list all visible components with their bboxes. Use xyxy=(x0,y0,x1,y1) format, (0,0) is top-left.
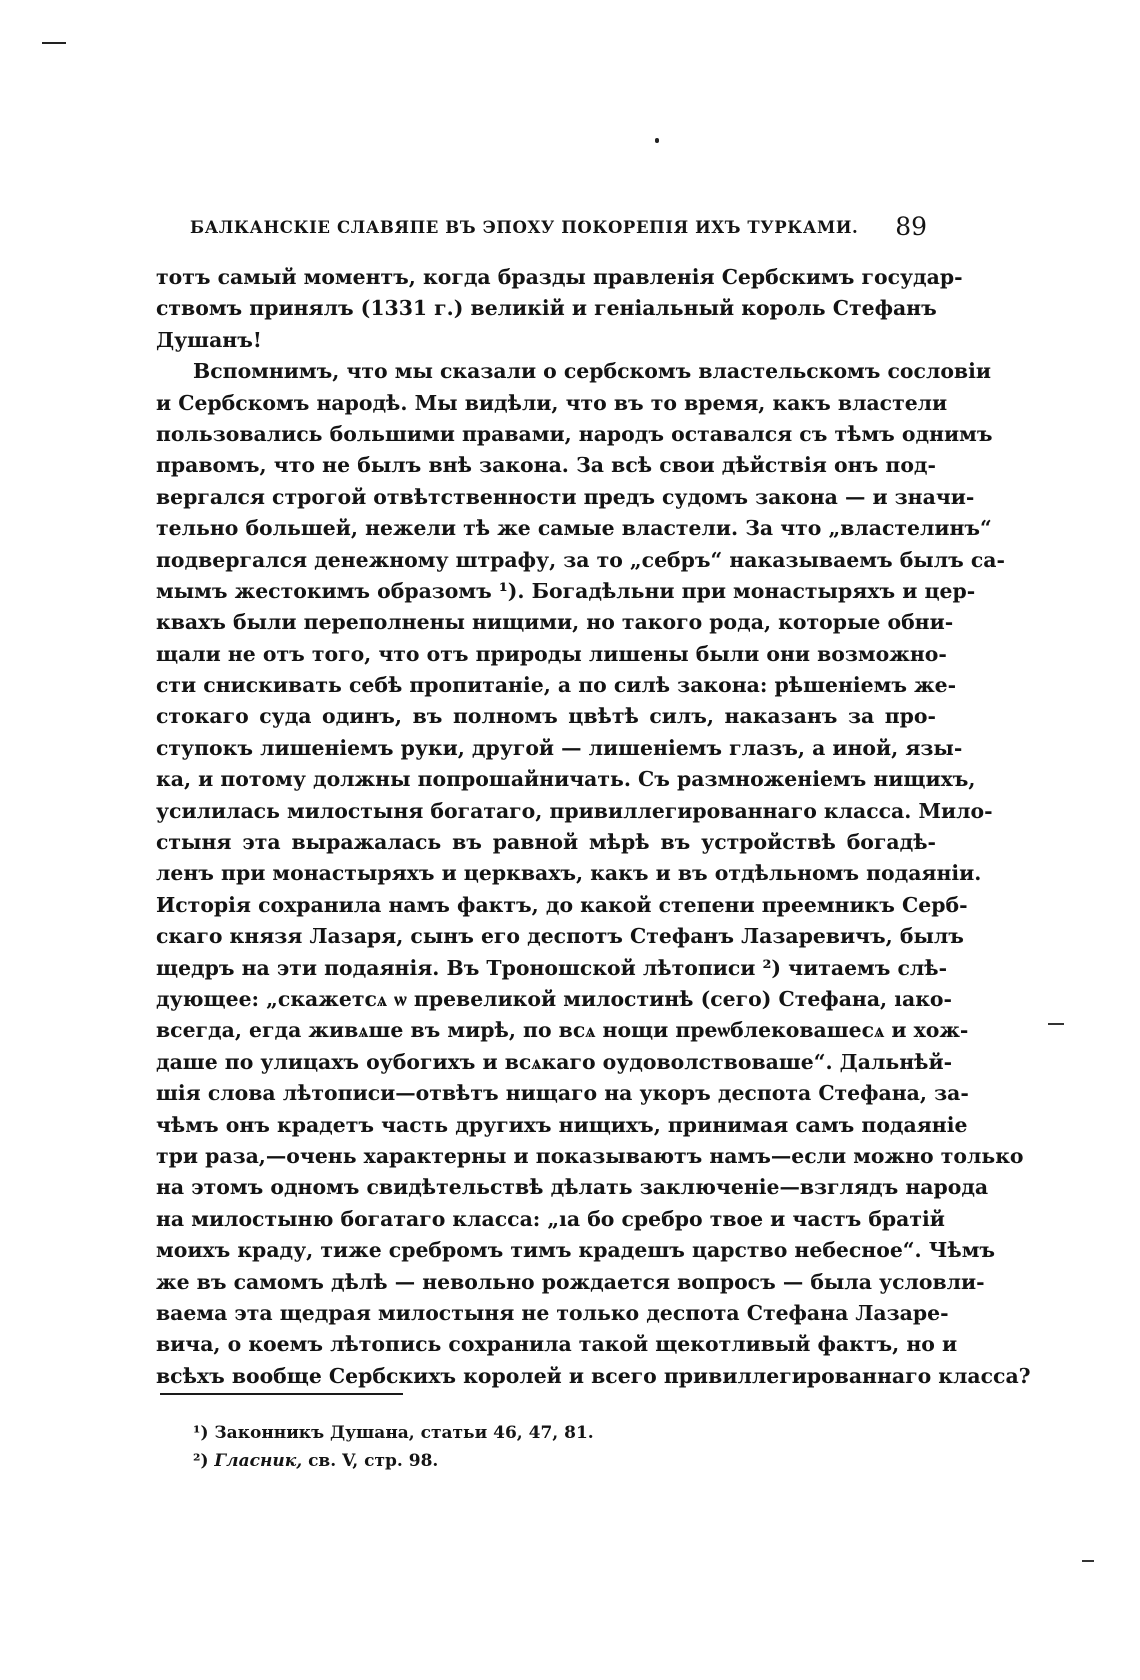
footnotes xyxy=(193,1419,793,1475)
footnote-rule xyxy=(160,1393,403,1395)
text-line: квахъ были переполнены нищими, но такого рода, которые обни- xyxy=(156,610,954,635)
scan-mark xyxy=(42,42,66,44)
text-line: всегда, егда живѧше въ мирѣ, по всѧ нощи преѡблековашесѧ и хож- xyxy=(156,1018,969,1043)
scan-mark xyxy=(1048,1023,1064,1025)
text-line: подвергался денежному штрафу, за то „себръ“ наказываемъ былъ са- xyxy=(156,547,1005,572)
text-line: чѣмъ онъ крадетъ часть другихъ нищихъ, принимая самъ подаяніе xyxy=(156,1112,968,1137)
running-head xyxy=(190,212,930,244)
text-line: ствомъ принялъ (1331 г.) великій и геніальный король Стефанъ xyxy=(156,296,937,321)
text-line: тотъ самый моментъ, когда бразды правленія Сербскимъ государ- xyxy=(156,265,963,289)
text-line: на милостыню богатаго класса: „ıа бо сребро твое и частъ братій xyxy=(156,1206,945,1231)
text-line: мымъ жестокимъ образомъ ¹). Богадѣльни при монастыряхъ и цер- xyxy=(156,578,976,603)
text-line: усилилась милостыня богатаго, привиллегированнаго класса. Мило- xyxy=(156,798,993,823)
text-line: тельно большей, нежели тѣ же самые властели. За что „властелинъ“ xyxy=(156,516,992,541)
scan-mark xyxy=(1082,1560,1094,1562)
text-line: правомъ, что не былъ внѣ закона. За всѣ свои дѣйствія онъ под- xyxy=(156,453,936,478)
text-line: ваема эта щедрая милостыня не только деспота Стефана Лазаре- xyxy=(156,1300,949,1325)
body-text xyxy=(156,262,1031,1392)
text-line: вергался строгой отвѣтственности предъ судомъ закона — и значи- xyxy=(156,484,975,509)
footnote-text: св. V, стр. 98. xyxy=(302,1451,439,1471)
text-line: же въ самомъ дѣлѣ — невольно рождается вопросъ — была условли- xyxy=(156,1269,985,1294)
text-line: ленъ при монастыряхъ и церквахъ, какъ и въ отдѣльномъ подаяніи. xyxy=(156,861,982,886)
scan-mark xyxy=(655,138,659,143)
footnote-marker: ²) xyxy=(193,1451,209,1471)
text-line: пользовались большими правами, народъ оставался съ тѣмъ однимъ xyxy=(156,421,993,446)
text-line: Душанъ! xyxy=(156,327,262,352)
footnote-2 xyxy=(193,1447,793,1475)
text-line: щали не отъ того, что отъ природы лишены были они возможно- xyxy=(156,641,947,666)
text-line: Вспомнимъ, что мы сказали о сербскомъ властельскомъ сословіи xyxy=(193,359,991,384)
text-line: стыня эта выражалась въ равной мѣрѣ въ устройствѣ богадѣ- xyxy=(156,830,936,855)
text-line: скаго князя Лазаря, сынъ его деспотъ Стефанъ Лазаревичъ, былъ xyxy=(156,924,964,949)
text-line: три раза,—очень характерны и показываютъ намъ—если можно только xyxy=(156,1143,1024,1168)
text-line: вича, о коемъ лѣтопись сохранила такой щекотливый фактъ, но и xyxy=(156,1332,958,1357)
footnote-text: статьи 46, 47, 81. xyxy=(414,1423,594,1443)
text-line: ступокъ лишеніемъ руки, другой — лишеніемъ глазъ, а иной, язы- xyxy=(156,735,963,760)
text-line: Исторія сохранила намъ фактъ, до какой степени преемникъ Серб- xyxy=(156,892,968,917)
footnote-marker: ¹) xyxy=(193,1423,209,1443)
running-title: БАЛКАНСКІЕ СЛАВЯПЕ ВЪ ЭПОХУ ПОКОРЕПІЯ ИХЪ ТУРКАМИ. xyxy=(190,218,859,237)
text-line: даше по улицахъ оубогихъ и всѧкаго оудоволствоваше“. Дальнѣй- xyxy=(156,1049,953,1074)
footnote-1 xyxy=(193,1419,793,1447)
text-line: моихъ краду, тиже сребромъ тимъ крадешъ царство небесное“. Чѣмъ xyxy=(156,1238,996,1263)
text-line: щедръ на эти подаянія. Въ Троношской лѣтописи ²) читаемъ слѣ- xyxy=(156,955,948,980)
text-line: шія слова лѣтописи—отвѣтъ нищаго на укоръ деспота Стефана, за- xyxy=(156,1081,969,1106)
footnote-title: Гласник, xyxy=(214,1451,303,1471)
text-line: сти снискивать себѣ пропитаніе, а по силѣ закона: рѣшеніемъ же- xyxy=(156,673,957,698)
text-line: дующее: „скажетсѧ ѡ превеликой милостинѣ (сего) Стефана, ıако- xyxy=(156,986,952,1011)
text-line: всѣхъ вообще Сербскихъ королей и всего привиллегированнаго класса? xyxy=(156,1363,1031,1388)
text-line: на этомъ одномъ свидѣтельствѣ дѣлать заключеніе—взглядъ народа xyxy=(156,1175,989,1200)
text-line: ка, и потому должны попрошайничать. Съ размноженіемъ нищихъ, xyxy=(156,767,976,792)
page-number: 89 xyxy=(895,212,927,241)
text-line: стокаго суда одинъ, въ полномъ цвѣтѣ силъ, наказанъ за про- xyxy=(156,704,936,729)
footnote-title: Законникъ Душана, xyxy=(214,1423,415,1443)
text-line: и Сербскомъ народѣ. Мы видѣли, что въ то время, какъ властели xyxy=(156,390,948,415)
